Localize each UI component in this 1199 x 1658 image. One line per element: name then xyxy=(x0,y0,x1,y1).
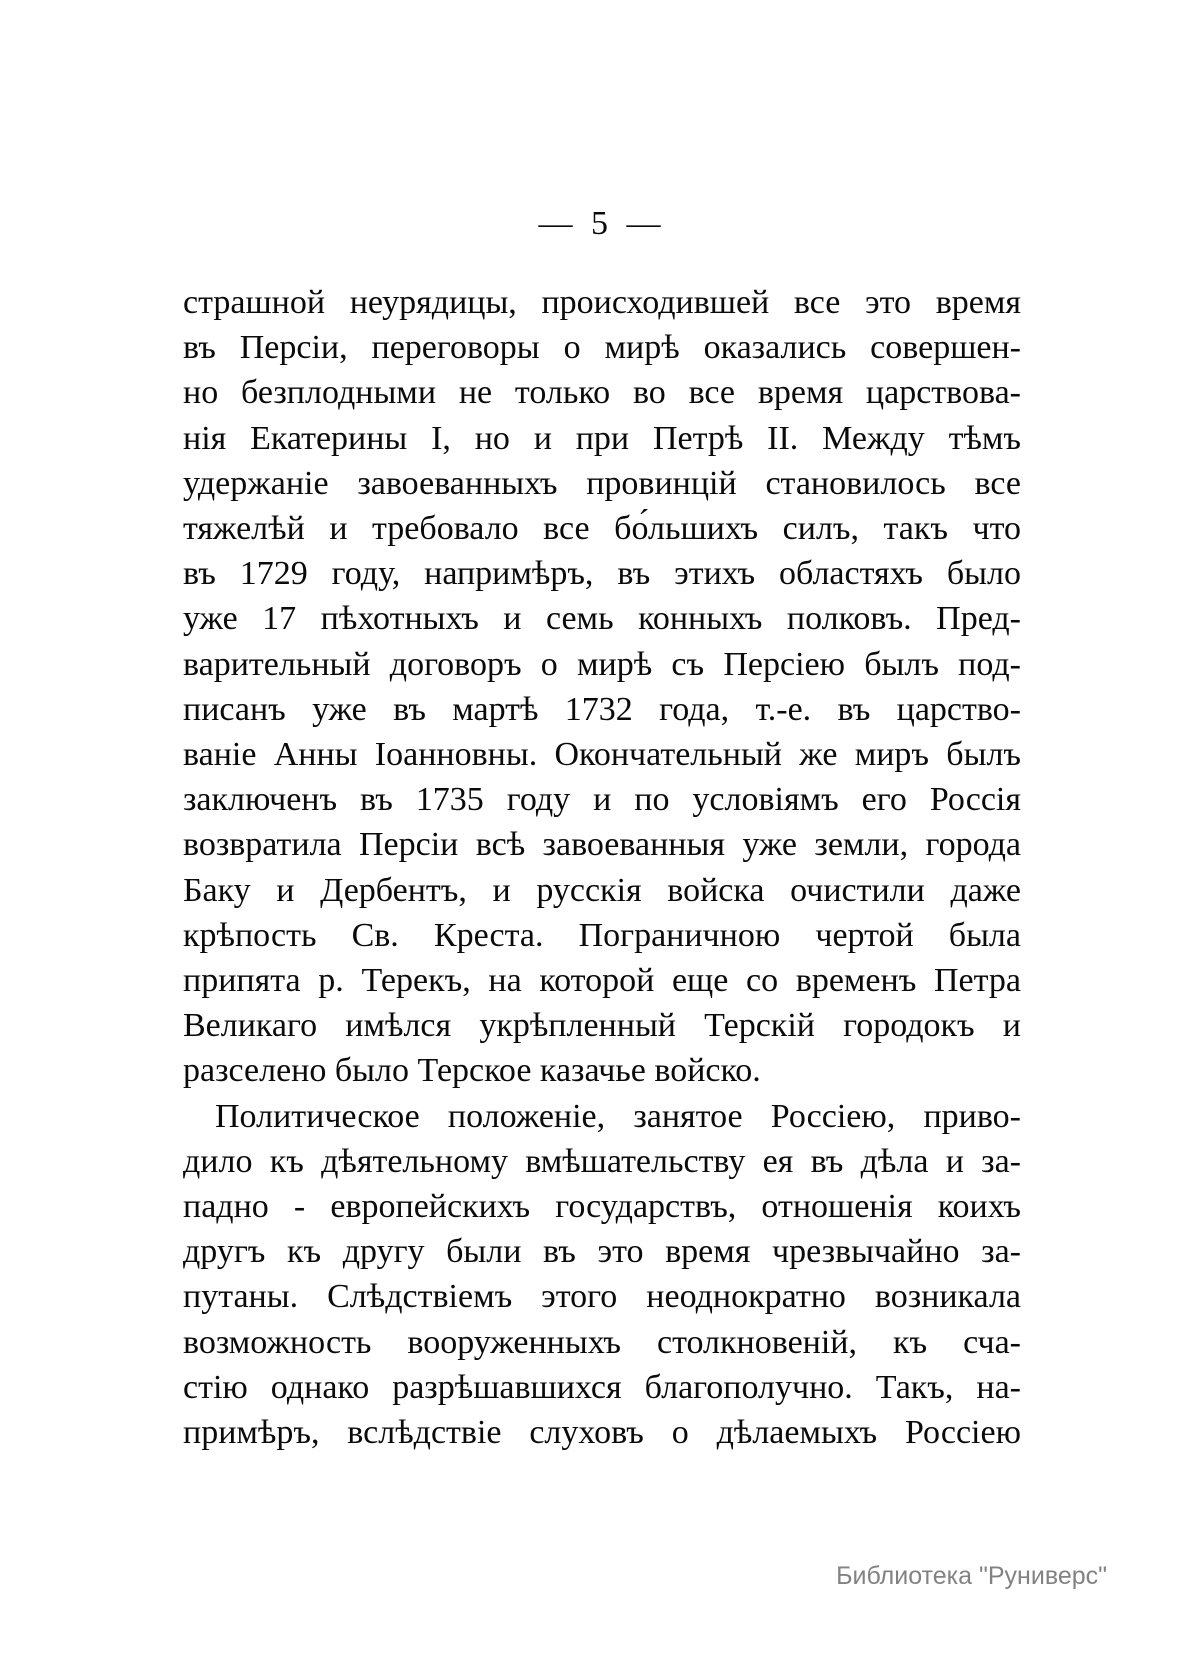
text-line: падно - европейскихъ государствъ, отношенія коихъ xyxy=(183,1188,1021,1226)
text-line: уже 17 пѣхотныхъ и семь конныхъ полковъ. Пред- xyxy=(183,600,1021,638)
text-line: Великаго имѣлся укрѣпленный Терскій городокъ и xyxy=(183,1007,1021,1045)
text-line: примѣръ, вслѣдствіе слуховъ о дѣлаемыхъ Россіею xyxy=(183,1414,1021,1452)
text-line: но безплодными не только во все время царствова- xyxy=(183,374,1021,412)
page-number: — 5 — xyxy=(538,205,661,242)
text-line: Баку и Дербентъ, и русскія войска очистили даже xyxy=(183,871,1021,909)
text-line: крѣпость Св. Креста. Пограничною чертой была xyxy=(183,916,1021,954)
text-line: тяжелѣй и требовало все бо́льшихъ силъ, такъ что xyxy=(183,510,1021,548)
text-line-paragraph-start: Политическое положеніе, занятое Россіею, приво- xyxy=(215,1097,1021,1135)
text-line: страшной неурядицы, происходившей все это время xyxy=(183,284,1021,321)
text-line: ваніе Анны Іоанновны. Окончательный же миръ былъ xyxy=(183,736,1021,774)
text-line: другъ къ другу были въ это время чрезвычайно за- xyxy=(183,1233,1021,1271)
body-text xyxy=(183,280,1021,1455)
text-line: удержаніе завоеванныхъ провинцій становилось все xyxy=(183,464,1021,502)
text-line: писанъ уже въ мартѣ 1732 года, т.-е. въ царство- xyxy=(183,690,1021,728)
text-line-paragraph-end: разселено было Терское казачье войско. xyxy=(183,1052,761,1090)
text-line: варительный договоръ о мирѣ съ Персіею былъ под- xyxy=(183,645,1021,683)
text-line: припята р. Терекъ, на которой еще со временъ Петра xyxy=(183,962,1021,1000)
text-line: заключенъ въ 1735 году и по условіямъ его Россія xyxy=(183,781,1021,819)
text-line: стію однако разрѣшавшихся благополучно. Такъ, на- xyxy=(183,1368,1021,1406)
text-line: въ Персіи, переговоры о мирѣ оказались совершен- xyxy=(183,329,1021,367)
text-line: въ 1729 году, напримѣръ, въ этихъ областяхъ было xyxy=(183,555,1021,593)
text-line: возможность вооруженныхъ столкновеній, къ сча- xyxy=(183,1323,1021,1361)
text-line: нія Екатерины I, но и при Петрѣ II. Между тѣмъ xyxy=(183,419,1021,457)
text-line: дило къ дѣятельному вмѣшательству ея въ дѣла и за- xyxy=(183,1142,1021,1180)
text-line: путаны. Слѣдствіемъ этого неоднократно возникала xyxy=(183,1278,1021,1316)
text-line: возвратила Персіи всѣ завоеванныя уже земли, города xyxy=(183,826,1021,864)
library-watermark: Библиотека "Руниверс" xyxy=(836,1562,1107,1590)
